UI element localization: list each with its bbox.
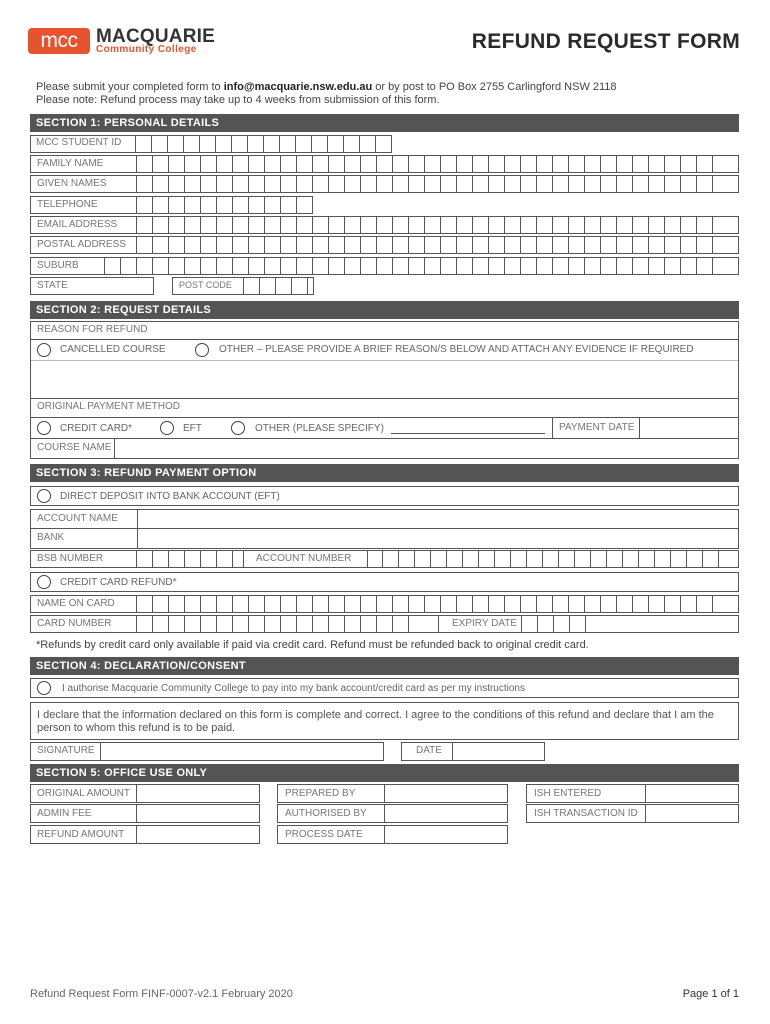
card-number-input[interactable] (137, 615, 409, 633)
other-method-radio[interactable] (231, 421, 245, 435)
other-method-label: OTHER (PLEASE SPECIFY) (255, 423, 384, 434)
name-on-card-label: NAME ON CARD (37, 598, 115, 609)
reason-box[interactable] (30, 339, 739, 399)
contact-email[interactable]: info@macquarie.nsw.edu.au (223, 81, 373, 93)
account-number-input[interactable] (383, 550, 719, 568)
bsb-row (30, 550, 739, 568)
direct-deposit-radio[interactable] (37, 489, 51, 503)
other-reason-radio[interactable] (195, 343, 209, 357)
authorise-row (30, 678, 739, 698)
suburb-label: SUBURB (37, 260, 79, 271)
page-title: REFUND REQUEST FORM (471, 30, 740, 53)
postal-address-label: POSTAL ADDRESS (37, 239, 126, 250)
family-name-label: FAMILY NAME (37, 158, 104, 169)
telephone-input[interactable] (137, 196, 313, 214)
given-names-row (30, 175, 739, 193)
signature-input[interactable] (100, 742, 101, 761)
telephone-row (30, 196, 136, 214)
date-row (401, 742, 545, 761)
name-on-card-row (30, 595, 739, 613)
payment-method-label: ORIGINAL PAYMENT METHOD (37, 401, 180, 412)
bsb-label: BSB NUMBER (37, 553, 104, 564)
bank-label: BANK (37, 532, 65, 543)
family-name-input[interactable] (137, 155, 713, 173)
student-id-input[interactable] (136, 135, 392, 153)
account-number-label-box: ACCOUNT NUMBER (243, 550, 368, 568)
student-id-row (30, 135, 739, 153)
credit-card-note: *Refunds by credit card only available if paid via credit card. Refund must be refunded back to original credit card. (36, 639, 589, 651)
email-row (30, 216, 739, 234)
student-id-label-box (30, 135, 136, 153)
telephone-label: TELEPHONE (37, 199, 98, 210)
expiry-label-box: EXPIRY DATE (438, 615, 522, 633)
declaration-text: I declare that the information declared on this form is complete and correct. I agree to the conditions of this refund and declare that I am the person to whom this refund is to be paid. (30, 702, 739, 740)
direct-deposit-row (30, 486, 739, 506)
postcode-input[interactable] (244, 277, 308, 295)
card-number-label: CARD NUMBER (37, 618, 112, 629)
bsb-input[interactable] (137, 550, 233, 568)
reason-divider (31, 360, 738, 361)
section-5-header: SECTION 5: OFFICE USE ONLY (30, 764, 739, 782)
signature-row (30, 742, 384, 761)
logo-mark: mcc (28, 28, 90, 54)
suburb-row (30, 257, 739, 275)
reason-label: REASON FOR REFUND (37, 324, 148, 335)
section-1-header: SECTION 1: PERSONAL DETAILS (30, 114, 739, 132)
admin-fee-row: ADMIN FEE (30, 804, 260, 823)
original-amount-input[interactable] (136, 784, 137, 803)
intro-line-1: Please submit your completed form to info@macquarie.nsw.edu.au or by post to PO Box 2755 Carlingford NSW 2118 (36, 81, 617, 93)
ish-entered-row: ISH ENTERED (526, 784, 739, 803)
prepared-by-row: PREPARED BY (277, 784, 508, 803)
given-names-input[interactable] (137, 175, 713, 193)
original-amount-row: ORIGINAL AMOUNT (30, 784, 260, 803)
authorise-label: I authorise Macquarie Community College to pay into my bank account/credit card as per my instructions (62, 683, 525, 694)
postal-address-input[interactable] (137, 236, 713, 254)
logo-subtitle: Community College (96, 44, 197, 55)
ish-transaction-input[interactable] (645, 804, 646, 823)
eft-label: EFT (183, 423, 202, 434)
intro-line-2: Please note: Refund process may take up to 4 weeks from submission of this form. (36, 94, 440, 106)
page-number: Page 1 of 1 (682, 988, 739, 1000)
account-name-input[interactable] (137, 509, 138, 529)
ish-transaction-row: ISH TRANSACTION ID (526, 804, 739, 823)
bank-input[interactable] (137, 528, 138, 548)
authorised-by-row: AUTHORISED BY (277, 804, 508, 823)
date-input[interactable] (452, 742, 453, 761)
cc-refund-radio[interactable] (37, 575, 51, 589)
email-input[interactable] (137, 216, 713, 234)
course-name-input[interactable] (114, 438, 115, 458)
eft-radio[interactable] (160, 421, 174, 435)
process-date-input[interactable] (384, 825, 385, 844)
reason-row (30, 321, 739, 339)
suburb-input[interactable] (105, 257, 713, 275)
section-3-header: SECTION 3: REFUND PAYMENT OPTION (30, 464, 739, 482)
given-names-label: GIVEN NAMES (37, 178, 107, 189)
logo-name: MACQUARIE (96, 26, 215, 47)
postal-address-row (30, 236, 739, 254)
cc-refund-label: CREDIT CARD REFUND* (60, 577, 177, 588)
process-date-row: PROCESS DATE (277, 825, 508, 844)
admin-fee-input[interactable] (136, 804, 137, 823)
signature-label: SIGNATURE (37, 745, 95, 756)
payment-method-options (30, 417, 739, 439)
ish-entered-input[interactable] (645, 784, 646, 803)
card-number-row (30, 615, 739, 633)
bank-row (30, 529, 739, 549)
authorised-by-input[interactable] (384, 804, 385, 823)
email-label: EMAIL ADDRESS (37, 219, 118, 230)
refund-amount-row: REFUND AMOUNT (30, 825, 260, 844)
course-name-row (30, 439, 739, 459)
name-on-card-input[interactable] (137, 595, 713, 613)
other-method-line[interactable] (391, 433, 545, 434)
credit-card-radio[interactable] (37, 421, 51, 435)
cc-refund-row (30, 572, 739, 592)
student-id-label: MCC STUDENT ID (36, 137, 122, 148)
prepared-by-input[interactable] (384, 784, 385, 803)
postcode-row (172, 277, 314, 295)
section-2-header: SECTION 2: REQUEST DETAILS (30, 301, 739, 319)
family-name-row (30, 155, 739, 173)
direct-deposit-label: DIRECT DEPOSIT INTO BANK ACCOUNT (EFT) (60, 491, 280, 502)
expiry-input[interactable] (522, 615, 586, 633)
state-row (30, 277, 154, 295)
cancelled-course-radio[interactable] (37, 343, 51, 357)
date-label: DATE (416, 745, 442, 756)
other-reason-label: OTHER – PLEASE PROVIDE A BRIEF REASON/S BELOW AND ATTACH ANY EVIDENCE IF REQUIRED (219, 344, 694, 355)
postcode-label: POST CODE (179, 280, 232, 290)
form-identifier: Refund Request Form FINF-0007-v2.1 February 2020 (30, 988, 293, 1000)
section-4-header: SECTION 4: DECLARATION/CONSENT (30, 657, 739, 675)
payment-date-label-box: PAYMENT DATE (552, 417, 640, 439)
state-label: STATE (37, 280, 68, 291)
course-name-label: COURSE NAME (37, 442, 112, 453)
account-name-row (30, 509, 739, 529)
refund-amount-input[interactable] (136, 825, 137, 844)
payment-method-row (30, 399, 739, 417)
account-name-label: ACCOUNT NAME (37, 513, 118, 524)
cancelled-course-label: CANCELLED COURSE (60, 344, 166, 355)
authorise-radio[interactable] (37, 681, 51, 695)
credit-card-label: CREDIT CARD* (60, 423, 133, 434)
